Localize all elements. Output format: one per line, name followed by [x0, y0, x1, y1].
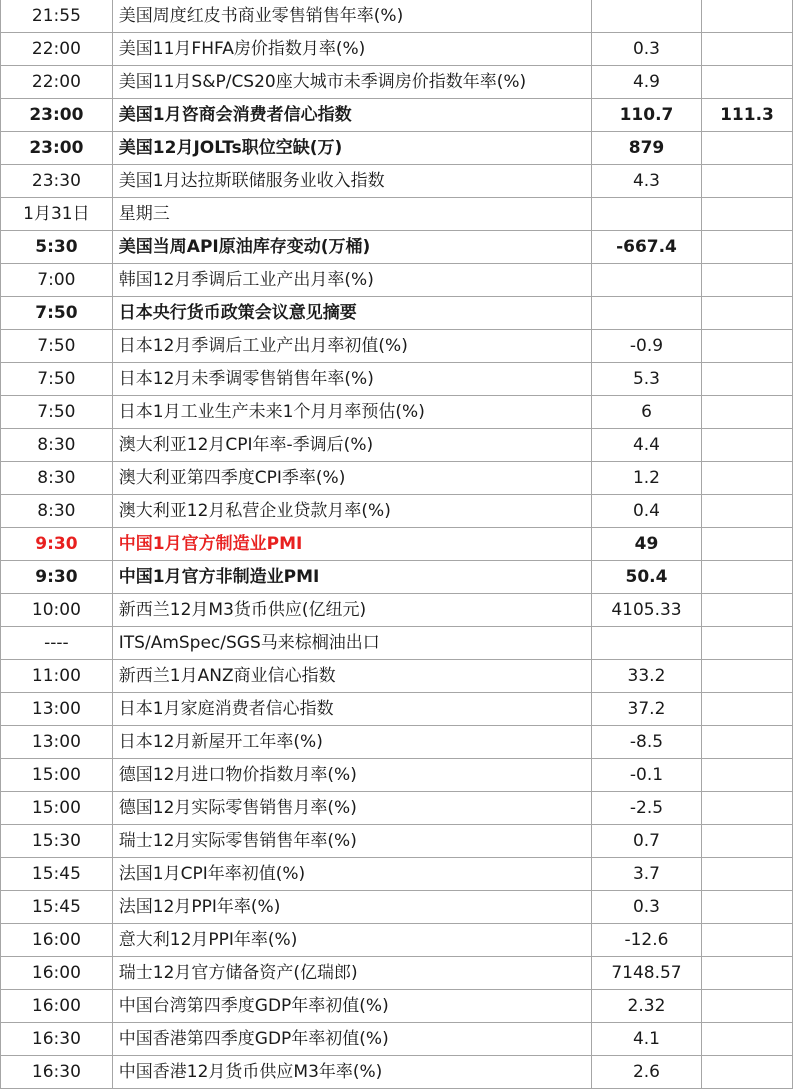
event-cell: 新西兰1月ANZ商业信心指数 — [112, 660, 591, 693]
time-cell: 15:30 — [1, 825, 113, 858]
time-cell: 23:00 — [1, 99, 113, 132]
event-cell: 美国12月JOLTs职位空缺(万) — [112, 132, 591, 165]
table-row — [1, 594, 793, 627]
table-row — [1, 66, 793, 99]
forecast-value-cell — [701, 297, 792, 330]
event-cell: 日本12月新屋开工年率(%) — [112, 726, 591, 759]
event-cell: 法国1月CPI年率初值(%) — [112, 858, 591, 891]
forecast-value-cell — [701, 990, 792, 1023]
forecast-value-cell — [701, 165, 792, 198]
time-cell: 7:50 — [1, 330, 113, 363]
forecast-value-cell — [701, 0, 792, 33]
previous-value-cell: -2.5 — [592, 792, 702, 825]
event-cell: 瑞士12月官方储备资产(亿瑞郎) — [112, 957, 591, 990]
forecast-value-cell — [701, 627, 792, 660]
forecast-value-cell — [701, 726, 792, 759]
table-row — [1, 363, 793, 396]
previous-value-cell: -667.4 — [592, 231, 702, 264]
table-row — [1, 957, 793, 990]
time-cell: 16:30 — [1, 1023, 113, 1056]
previous-value-cell: 7148.57 — [592, 957, 702, 990]
previous-value-cell: 4.9 — [592, 66, 702, 99]
previous-value-cell: 2.32 — [592, 990, 702, 1023]
event-cell: 中国1月官方制造业PMI — [112, 528, 591, 561]
time-cell: 22:00 — [1, 33, 113, 66]
time-cell: 23:00 — [1, 132, 113, 165]
forecast-value-cell — [701, 891, 792, 924]
forecast-value-cell — [701, 396, 792, 429]
time-cell: 16:00 — [1, 924, 113, 957]
previous-value-cell — [592, 264, 702, 297]
table-row — [1, 660, 793, 693]
event-cell: 日本1月工业生产未来1个月月率预估(%) — [112, 396, 591, 429]
previous-value-cell: 4.3 — [592, 165, 702, 198]
event-cell: 美国周度红皮书商业零售销售年率(%) — [112, 0, 591, 33]
forecast-value-cell — [701, 561, 792, 594]
event-cell: 瑞士12月实际零售销售年率(%) — [112, 825, 591, 858]
forecast-value-cell — [701, 924, 792, 957]
event-cell: 中国香港12月货币供应M3年率(%) — [112, 1056, 591, 1089]
table-row — [1, 198, 793, 231]
previous-value-cell: -0.1 — [592, 759, 702, 792]
event-cell: 澳大利亚第四季度CPI季率(%) — [112, 462, 591, 495]
forecast-value-cell — [701, 33, 792, 66]
event-cell: 日本1月家庭消费者信心指数 — [112, 693, 591, 726]
table-row — [1, 99, 793, 132]
calendar-body — [1, 0, 793, 1089]
forecast-value-cell — [701, 330, 792, 363]
forecast-value-cell — [701, 792, 792, 825]
time-cell: 5:30 — [1, 231, 113, 264]
previous-value-cell: 50.4 — [592, 561, 702, 594]
forecast-value-cell — [701, 132, 792, 165]
event-cell: 德国12月进口物价指数月率(%) — [112, 759, 591, 792]
table-row — [1, 528, 793, 561]
table-row — [1, 561, 793, 594]
forecast-value-cell — [701, 660, 792, 693]
event-cell: 新西兰12月M3货币供应(亿纽元) — [112, 594, 591, 627]
event-cell: 日本12月季调后工业产出月率初值(%) — [112, 330, 591, 363]
previous-value-cell: 6 — [592, 396, 702, 429]
forecast-value-cell — [701, 528, 792, 561]
forecast-value-cell — [701, 693, 792, 726]
forecast-value-cell — [701, 957, 792, 990]
previous-value-cell: 0.3 — [592, 33, 702, 66]
event-cell: 意大利12月PPI年率(%) — [112, 924, 591, 957]
forecast-value-cell — [701, 198, 792, 231]
time-cell: 15:00 — [1, 759, 113, 792]
time-cell: 15:45 — [1, 858, 113, 891]
table-row — [1, 759, 793, 792]
previous-value-cell: 0.3 — [592, 891, 702, 924]
forecast-value-cell — [701, 495, 792, 528]
previous-value-cell: 5.3 — [592, 363, 702, 396]
previous-value-cell — [592, 297, 702, 330]
forecast-value-cell: 111.3 — [701, 99, 792, 132]
event-cell: 中国香港第四季度GDP年率初值(%) — [112, 1023, 591, 1056]
event-cell: 美国11月S&P/CS20座大城市未季调房价指数年率(%) — [112, 66, 591, 99]
event-cell: 美国11月FHFA房价指数月率(%) — [112, 33, 591, 66]
table-row — [1, 0, 793, 33]
time-cell: 8:30 — [1, 429, 113, 462]
event-cell: ITS/AmSpec/SGS马来棕榈油出口 — [112, 627, 591, 660]
forecast-value-cell — [701, 363, 792, 396]
table-row — [1, 264, 793, 297]
time-cell: 22:00 — [1, 66, 113, 99]
time-cell: 21:55 — [1, 0, 113, 33]
table-row — [1, 297, 793, 330]
event-cell: 中国1月官方非制造业PMI — [112, 561, 591, 594]
previous-value-cell: 0.7 — [592, 825, 702, 858]
forecast-value-cell — [701, 594, 792, 627]
previous-value-cell: 110.7 — [592, 99, 702, 132]
table-row — [1, 858, 793, 891]
previous-value-cell: 2.6 — [592, 1056, 702, 1089]
previous-value-cell: -12.6 — [592, 924, 702, 957]
time-cell: 13:00 — [1, 693, 113, 726]
previous-value-cell — [592, 0, 702, 33]
time-cell: 16:00 — [1, 990, 113, 1023]
table-row — [1, 693, 793, 726]
previous-value-cell: 4.4 — [592, 429, 702, 462]
time-cell: 23:30 — [1, 165, 113, 198]
event-cell: 澳大利亚12月私营企业贷款月率(%) — [112, 495, 591, 528]
table-row — [1, 165, 793, 198]
time-cell: 10:00 — [1, 594, 113, 627]
table-row — [1, 792, 793, 825]
time-cell: 7:00 — [1, 264, 113, 297]
time-cell: 8:30 — [1, 495, 113, 528]
time-cell: 16:00 — [1, 957, 113, 990]
previous-value-cell: -0.9 — [592, 330, 702, 363]
table-row — [1, 495, 793, 528]
table-row — [1, 1023, 793, 1056]
time-cell: 9:30 — [1, 561, 113, 594]
time-cell: 1月31日 — [1, 198, 113, 231]
event-cell: 韩国12月季调后工业产出月率(%) — [112, 264, 591, 297]
forecast-value-cell — [701, 825, 792, 858]
forecast-value-cell — [701, 1023, 792, 1056]
time-cell: 16:30 — [1, 1056, 113, 1089]
previous-value-cell: 4105.33 — [592, 594, 702, 627]
table-row — [1, 990, 793, 1023]
time-cell: 13:00 — [1, 726, 113, 759]
table-row — [1, 231, 793, 264]
table-row — [1, 726, 793, 759]
previous-value-cell — [592, 198, 702, 231]
table-row — [1, 132, 793, 165]
previous-value-cell: 37.2 — [592, 693, 702, 726]
time-cell: 7:50 — [1, 363, 113, 396]
forecast-value-cell — [701, 66, 792, 99]
time-cell: 11:00 — [1, 660, 113, 693]
event-cell: 美国1月咨商会消费者信心指数 — [112, 99, 591, 132]
time-cell: ---- — [1, 627, 113, 660]
previous-value-cell: 49 — [592, 528, 702, 561]
time-cell: 15:00 — [1, 792, 113, 825]
forecast-value-cell — [701, 759, 792, 792]
previous-value-cell: 3.7 — [592, 858, 702, 891]
table-row — [1, 627, 793, 660]
time-cell: 8:30 — [1, 462, 113, 495]
previous-value-cell: 33.2 — [592, 660, 702, 693]
event-cell: 美国1月达拉斯联储服务业收入指数 — [112, 165, 591, 198]
forecast-value-cell — [701, 231, 792, 264]
time-cell: 7:50 — [1, 396, 113, 429]
table-row — [1, 396, 793, 429]
previous-value-cell: -8.5 — [592, 726, 702, 759]
forecast-value-cell — [701, 858, 792, 891]
event-cell: 日本12月未季调零售销售年率(%) — [112, 363, 591, 396]
previous-value-cell: 4.1 — [592, 1023, 702, 1056]
previous-value-cell: 1.2 — [592, 462, 702, 495]
forecast-value-cell — [701, 429, 792, 462]
table-row — [1, 33, 793, 66]
event-cell: 日本央行货币政策会议意见摘要 — [112, 297, 591, 330]
event-cell: 德国12月实际零售销售月率(%) — [112, 792, 591, 825]
time-cell: 15:45 — [1, 891, 113, 924]
table-row — [1, 924, 793, 957]
event-cell: 美国当周API原油库存变动(万桶) — [112, 231, 591, 264]
event-cell: 法国12月PPI年率(%) — [112, 891, 591, 924]
table-row — [1, 891, 793, 924]
previous-value-cell — [592, 627, 702, 660]
previous-value-cell: 879 — [592, 132, 702, 165]
table-row — [1, 825, 793, 858]
event-cell: 中国台湾第四季度GDP年率初值(%) — [112, 990, 591, 1023]
forecast-value-cell — [701, 462, 792, 495]
table-row — [1, 429, 793, 462]
event-cell: 澳大利亚12月CPI年率-季调后(%) — [112, 429, 591, 462]
event-cell: 星期三 — [112, 198, 591, 231]
time-cell: 7:50 — [1, 297, 113, 330]
time-cell: 9:30 — [1, 528, 113, 561]
previous-value-cell: 0.4 — [592, 495, 702, 528]
table-row — [1, 330, 793, 363]
forecast-value-cell — [701, 264, 792, 297]
table-row — [1, 462, 793, 495]
